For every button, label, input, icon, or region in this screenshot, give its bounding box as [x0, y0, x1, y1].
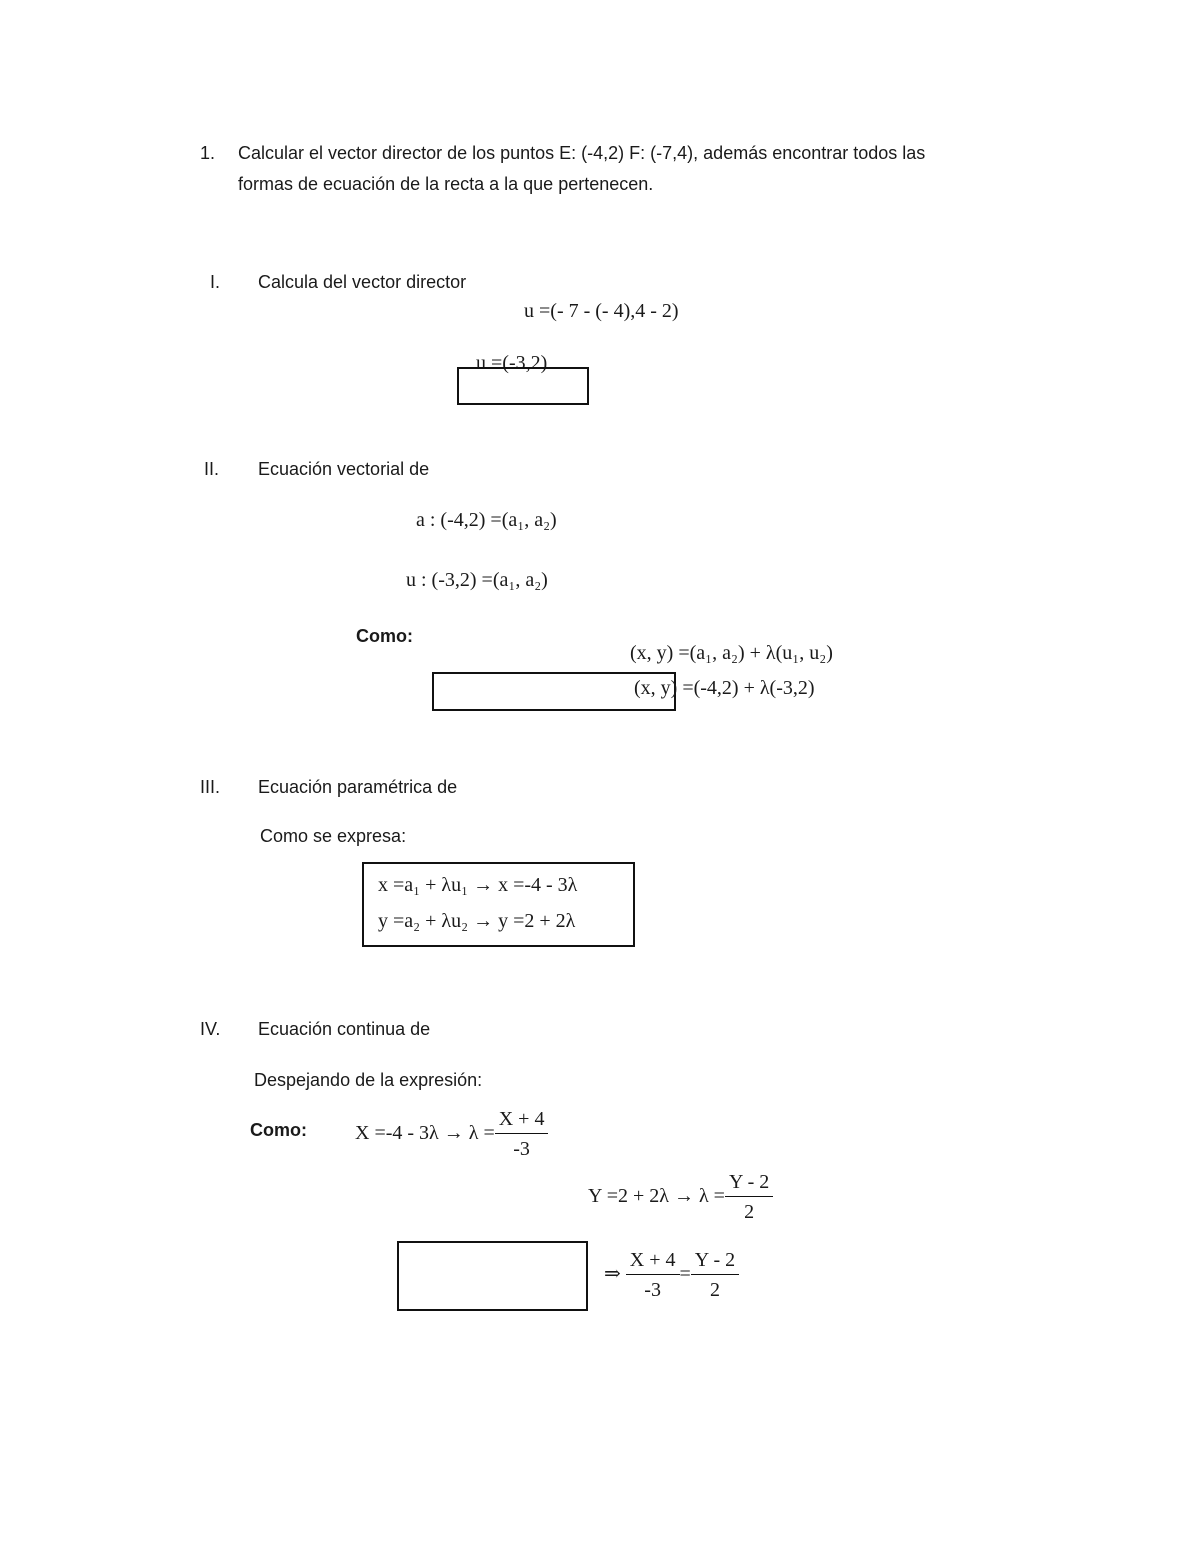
section-4-numeral: IV.	[200, 1019, 221, 1039]
problem-line-2: formas de ecuación de la recta a la que pertenecen.	[238, 174, 654, 194]
section-2-como: Como:	[356, 626, 413, 646]
final-numerator-2: Y - 2	[691, 1246, 739, 1275]
continuous-x-denominator: -3	[513, 1138, 530, 1160]
section-3-como: Como se expresa:	[260, 826, 407, 846]
final-numerator-1: X + 4	[626, 1246, 680, 1275]
continuous-x-lhs: X =-4 - 3λ → λ =	[355, 1122, 495, 1145]
continuous-y-denominator: 2	[744, 1201, 755, 1223]
continuous-x-equation	[355, 1105, 548, 1164]
continuous-y-numerator: Y - 2	[725, 1168, 773, 1197]
section-4-como: Como:	[250, 1120, 307, 1140]
continuous-x-numerator: X + 4	[495, 1105, 549, 1134]
problem-line-1: Calcular el vector director de los puntos E: (-4,2) F: (-7,4), además encontrar todos las	[238, 143, 926, 163]
continuous-x-fraction	[495, 1105, 549, 1164]
final-denominator-2: 2	[709, 1279, 720, 1301]
vector-u-calculation: u =(- 7 - (- 4),4 - 2)	[524, 300, 679, 322]
section-4-despejando: Despejando de la expresión:	[254, 1070, 483, 1090]
section-2-numeral: II.	[204, 459, 220, 479]
section-2-title: Ecuación vectorial de	[258, 459, 430, 479]
parametric-x: x =a₁ + λu₁ → x =-4 - 3λ	[378, 874, 578, 896]
implies-symbol: ⇒	[604, 1263, 621, 1286]
section-3-numeral: III.	[200, 777, 221, 797]
section-4-title: Ecuación continua de	[258, 1019, 431, 1039]
continuous-y-lhs: Y =2 + 2λ → λ =	[588, 1185, 725, 1208]
continuous-final-equation	[604, 1246, 739, 1305]
parametric-y: y =a₂ + λu₂ → y =2 + 2λ	[378, 910, 576, 932]
point-a-equation: a : (-4,2) =(a₁, a₂)	[416, 509, 557, 531]
final-fraction-1	[626, 1246, 680, 1305]
answer-box-4	[397, 1241, 588, 1311]
continuous-y-equation	[588, 1168, 773, 1227]
section-1-numeral: I.	[210, 272, 221, 292]
section-3-title: Ecuación paramétrica de	[258, 777, 458, 797]
problem-number: 1.	[200, 143, 216, 163]
continuous-y-fraction	[725, 1168, 773, 1227]
final-denominator-1: -3	[644, 1279, 661, 1301]
final-fraction-2	[691, 1246, 739, 1305]
section-1-title: Calcula del vector director	[258, 272, 467, 292]
vector-equation-specific: (x, y) =(-4,2) + λ(-3,2)	[634, 677, 815, 699]
vector-u-equation: u : (-3,2) =(a₁, a₂)	[406, 569, 548, 591]
final-equals: =	[679, 1263, 691, 1286]
answer-box-1	[457, 367, 589, 405]
vector-equation-general: (x, y) =(a₁, a₂) + λ(u₁, u₂)	[630, 642, 833, 664]
vector-u-result: u =(-3,2)	[476, 352, 548, 374]
